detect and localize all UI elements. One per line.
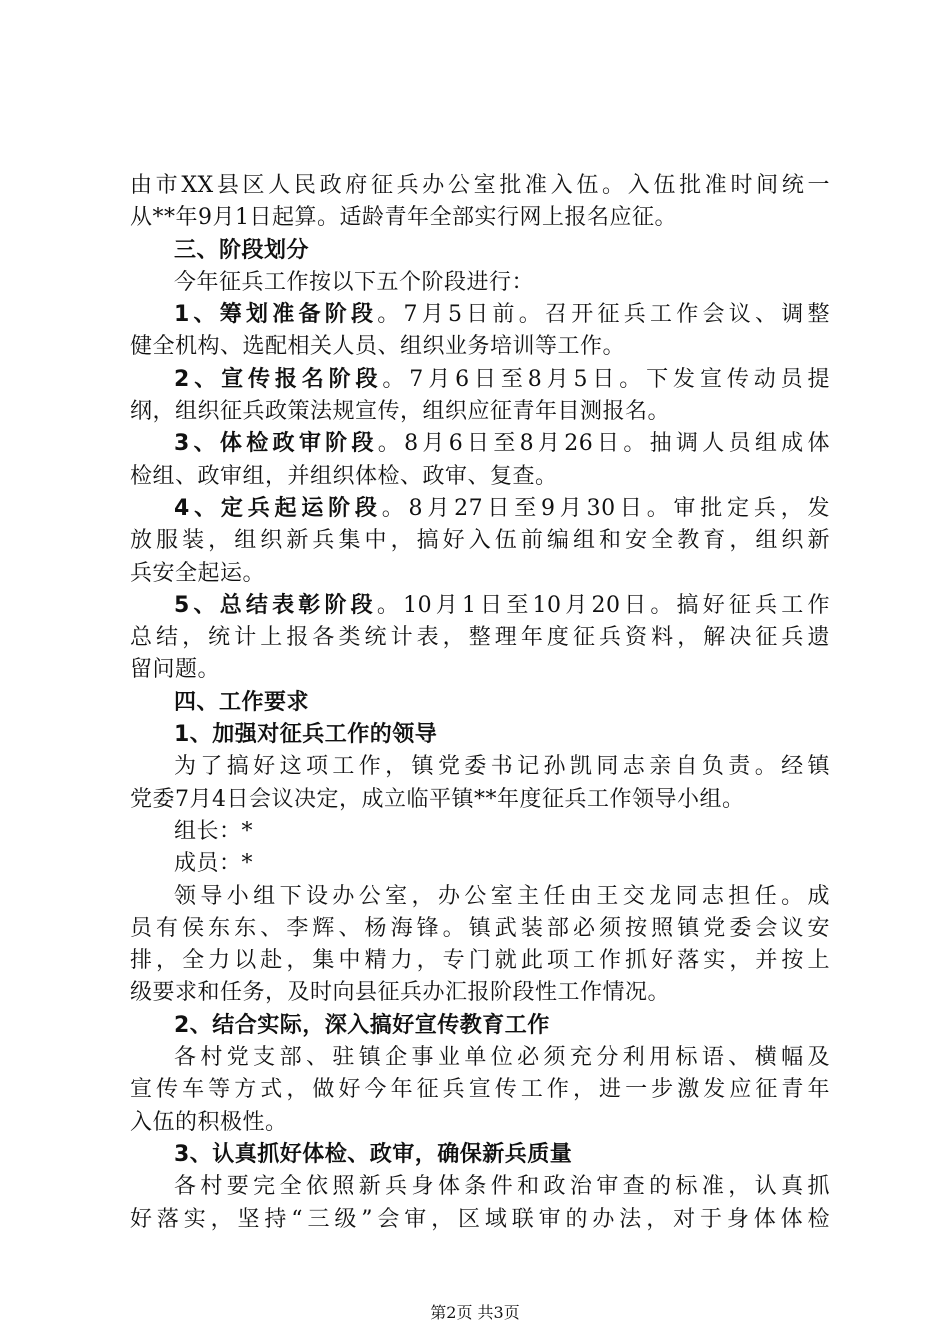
text-line [130,364,830,396]
text-line: 兵安全起运。 [130,560,266,586]
text-line: 为了搞好这项工作，镇党委书记孙凯同志亲自负责。经镇 [174,754,830,780]
stage-title: 2、宣传报名阶段 [174,366,383,392]
text-line: 总结，统计上报各类统计表，整理年度征兵资料，解决征兵遗 [130,625,830,651]
stage-text: 。7月6日至8月5日。下发宣传动员提 [382,366,830,392]
text-line: 排，全力以赴，集中精力，专门就此项工作抓好落实，并按上 [130,948,830,974]
text-line: 纲，组织征兵政策法规宣传，组织应征青年目测报名。 [130,399,671,425]
document-body [130,170,830,1236]
text-line: 各村要完全依照新兵身体条件和政治审查的标准，认真抓 [174,1174,830,1200]
text-line: 从**年9月1日起算。适龄青年全部实行网上报名应征。 [130,205,677,231]
text-line [130,590,830,622]
stage-title: 4、定兵起运阶段 [174,495,382,521]
text-line: 今年征兵工作按以下五个阶段进行： [174,269,535,295]
text-line: 好落实，坚持“三级”会审，区域联审的办法，对于身体体检 [130,1206,830,1232]
stage-text: 。10月1日至10月20日。搞好征兵工作 [376,592,831,618]
text-line [130,299,830,331]
subsection-heading: 3、认真抓好体检、政审，确保新兵质量 [174,1141,573,1167]
text-line: 由市XX县区人民政府征兵办公室批准入伍。入伍批准时间统一 [130,173,830,198]
page-number: 第2页 共3页 [430,1303,520,1322]
section-heading: 四、工作要求 [174,689,310,715]
stage-text: 。8月27日至9月30日。审批定兵，发 [381,495,831,521]
stage-title: 1、筹划准备阶段 [174,302,378,328]
text-line: 级要求和任务，及时向县征兵办汇报阶段性工作情况。 [130,980,671,1006]
stage-text: 。7月5日前。召开征兵工作会议、调整 [377,302,830,328]
stage-text: 。8月6日至8月26日。抽调人员组成体 [377,431,830,457]
section-heading: 三、阶段划分 [174,237,310,263]
text-line: 放服装，组织新兵集中，搞好入伍前编组和安全教育，组织新 [130,528,830,554]
text-line [130,428,830,460]
text-line: 入伍的积极性。 [130,1109,288,1135]
subsection-heading: 1、加强对征兵工作的领导 [174,722,438,748]
text-line: 员有侯东东、李辉、杨海锋。镇武装部必须按照镇党委会议安 [130,915,830,941]
text-line: 检组、政审组，并组织体检、政审、复查。 [130,463,558,489]
text-line: 健全机构、选配相关人员、组织业务培训等工作。 [130,334,626,360]
text-line: 成员：* [174,851,254,877]
text-line [130,493,830,525]
text-line: 宣传车等方式，做好今年征兵宣传工作，进一步激发应征青年 [130,1077,830,1103]
text-line: 组长：* [174,818,254,844]
text-line: 留问题。 [130,657,221,683]
text-line: 领导小组下设办公室，办公室主任由王交龙同志担任。成 [174,883,830,909]
text-line: 各村党支部、驻镇企事业单位必须充分利用标语、横幅及 [174,1045,830,1071]
text-line: 党委7月4日会议决定，成立临平镇**年度征兵工作领导小组。 [130,786,745,812]
stage-title: 3、体检政审阶段 [174,431,378,457]
subsection-heading: 2、结合实际，深入搞好宣传教育工作 [174,1012,550,1038]
stage-title: 5、总结表彰阶段 [174,592,377,618]
